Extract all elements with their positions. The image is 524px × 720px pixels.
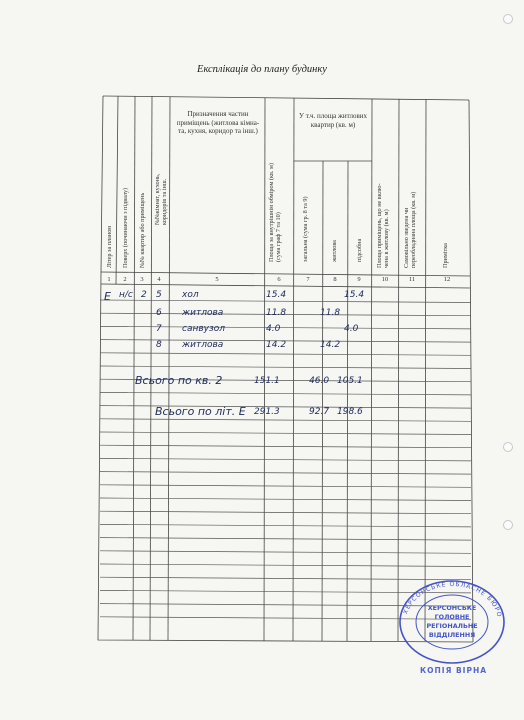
summary-auxiliary: 198.6 <box>337 407 363 417</box>
cell-purpose: житлова <box>182 340 224 350</box>
header-area: Площа за внутрішнім обміром (кв. м) (сума граф 7 та 10) <box>268 162 282 262</box>
header-purpose: Призначення частин приміщень (житлова кімна-та, кухня, коридор та інш.) <box>176 110 260 135</box>
cell-area: 11.8 <box>266 308 287 318</box>
cell-room: 6 <box>156 308 162 318</box>
cell-room: 5 <box>156 290 162 300</box>
column-number: 12 <box>443 276 451 283</box>
stamp-caption: КОПІЯ ВІРНА <box>420 666 488 675</box>
header-living: житлова <box>331 240 338 262</box>
column-number: 7 <box>306 276 310 283</box>
cell-auxiliary: 15.4 <box>344 290 365 300</box>
summary-label: Всього по літ. Е <box>155 405 246 418</box>
cell-area: 14.2 <box>266 340 287 350</box>
cell-area: 15.4 <box>266 290 287 300</box>
column-number: 4 <box>157 276 161 283</box>
column-number: 3 <box>140 276 144 283</box>
table-row-line <box>100 485 471 488</box>
table-row-line <box>100 564 471 567</box>
header-total: загальна (сума гр. 8 та 9) <box>302 196 309 262</box>
summary-area: 291.3 <box>254 407 280 417</box>
column-number: 2 <box>123 276 127 283</box>
header-auxiliary: підсобна <box>356 238 363 262</box>
table-row-line <box>100 551 471 554</box>
header-note: Примітка <box>442 243 449 268</box>
summary-auxiliary: 105.1 <box>337 376 363 386</box>
punch-hole <box>503 520 513 530</box>
table-row-line <box>100 538 471 541</box>
table-row-line <box>100 524 471 527</box>
cell-auxiliary: 4.0 <box>344 324 359 334</box>
header-floor: Поверх (починаючи з підвалу) <box>122 187 129 268</box>
column-number: 1 <box>107 276 111 283</box>
column-number: 11 <box>408 276 416 283</box>
cell-floor: н/с <box>119 290 133 300</box>
cell-liter: Е <box>104 290 111 303</box>
header-living-group: У т.ч. площа житлових квартир (кв. м) <box>298 112 367 129</box>
table-row-line <box>100 353 471 356</box>
cell-living: 11.8 <box>320 308 341 318</box>
column-number: 10 <box>381 276 389 283</box>
table-row-line <box>100 419 471 422</box>
punch-hole <box>503 14 513 24</box>
summary-area: 151.1 <box>254 376 280 386</box>
stamp-line-4: ВІДДІЛЕННЯ <box>428 631 476 639</box>
punch-hole <box>503 442 513 452</box>
cell-apartment: 2 <box>141 290 147 300</box>
table-row-line <box>100 300 471 303</box>
cell-purpose: хол <box>182 290 199 300</box>
page-title: Експлікація до плану будинку <box>197 64 327 75</box>
summary-label: Всього по кв. 2 <box>135 374 223 387</box>
table-row-line <box>100 511 471 514</box>
stamp-line-2: ГОЛОВНЕ <box>434 613 470 621</box>
cell-living: 14.2 <box>320 340 341 350</box>
table-row-line <box>100 445 471 448</box>
table-row-line <box>100 432 471 435</box>
table-row-line <box>100 472 471 475</box>
cell-purpose: житлова <box>182 308 224 318</box>
cell-purpose: санвузол <box>182 324 226 334</box>
cell-room: 7 <box>156 324 162 334</box>
header-apartment: №№ квартир або приміщень <box>139 192 146 268</box>
header-non-living: Площа приміщень, що не вклю- чена в житлову (кв. м) <box>376 183 390 268</box>
header-self-built: Самовільно зведена чи переобладнана площа (кв. м) <box>403 191 417 268</box>
table-row-line <box>100 366 471 369</box>
summary-living: 46.0 <box>309 376 330 386</box>
cell-area: 4.0 <box>266 324 281 334</box>
summary-living: 92.7 <box>309 407 330 417</box>
column-number: 6 <box>277 276 281 283</box>
table-row-line <box>100 458 471 461</box>
column-number: 9 <box>357 276 361 283</box>
table-row-line <box>100 498 471 501</box>
official-stamp <box>398 578 506 666</box>
stamp-line-3: РЕГІОНАЛЬНЕ <box>426 622 478 630</box>
header-liter: Літер за планом <box>106 225 113 268</box>
stamp-outer-text: ХЕРСОНСЬКЕ ОБЛАСНЕ БЮРО <box>402 580 503 619</box>
table-row-line <box>100 392 471 395</box>
column-number: 5 <box>215 276 219 283</box>
column-number: 8 <box>333 276 337 283</box>
stamp-line-1: ХЕРСОНСЬКЕ <box>427 604 477 612</box>
cell-room: 8 <box>156 340 162 350</box>
header-rooms: №№кімнат, кухонь, коридорів та інш. <box>154 173 168 225</box>
